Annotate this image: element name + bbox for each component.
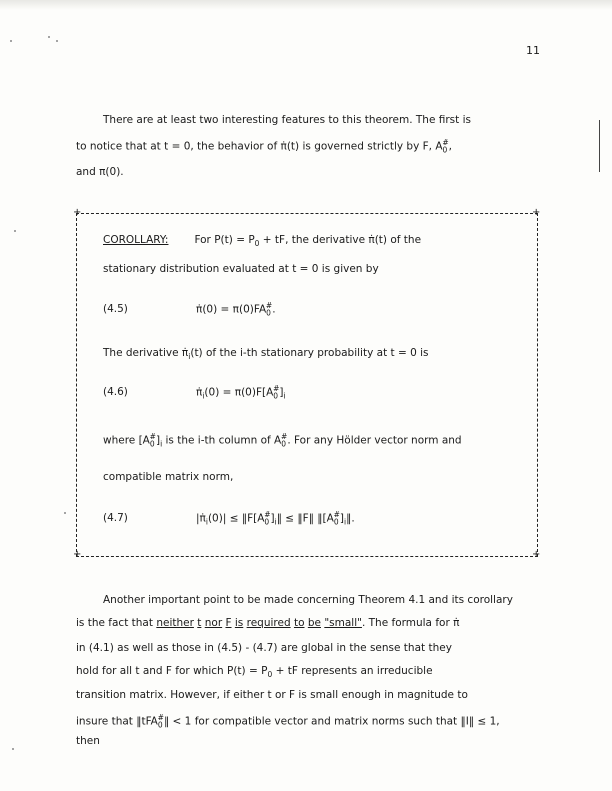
corollary-line-2: stationary distribution evaluated at t = 0 is given by xyxy=(103,263,379,275)
box-corner: + xyxy=(532,549,541,560)
corollary-line-4: where $[A_0^{\#}]_i$ is the i-th column of $A_0^{\#}$. For any Hölder vector norm and xyxy=(103,432,462,449)
corollary-line-5: compatible matrix norm, xyxy=(103,471,234,483)
box-corner: + xyxy=(73,207,82,218)
equation-4-5: π̇(0) = $\pi(0)FA_0^{\#}$. xyxy=(196,301,276,318)
para2-line-6: insure that ‖tFA$_0$#‖ < 1 for compatible vector and matrix norms such that ‖I‖ ≤ 1, xyxy=(76,713,500,730)
intro-line-2: to notice that at t = 0, the behavior of π̇(t) is governed strictly by F, $A_0^{\#}$, xyxy=(76,138,452,155)
scan-speck xyxy=(64,512,66,514)
box-corner: + xyxy=(73,549,82,560)
corollary-line-3: The derivative $\pi̇_i(t)$ of the i-th stationary probability at t = 0 is xyxy=(103,347,429,362)
scan-speck xyxy=(48,36,50,38)
para2-line-4: hold for all t and F for which $P(t) = P_0$ + tF represents an irreducible xyxy=(76,665,433,680)
margin-bar xyxy=(599,120,600,172)
equation-4-7: $|\pi̇_i(0)|$ ≤ $‖F[A_0^{\#}]_i‖$ ≤ ‖F‖ $‖[A_0^{\#}]_i‖$. xyxy=(196,510,355,527)
para2-line-2: is the fact that neither t nor F is required to be "small". The formula for π̇ xyxy=(76,617,460,629)
equation-4-6: $\pi̇_i(0) = \pi(0)F[A_0^{\#}]_i$ xyxy=(196,384,286,401)
scan-speck xyxy=(14,230,16,232)
para2-line-1: Another important point to be made concerning Theorem 4.1 and its corollary xyxy=(103,594,513,606)
para2-line-3: in (4.1) as well as those in (4.5) - (4.7) are global in the sense that they xyxy=(76,642,452,654)
para2-line-5: transition matrix. However, if either t or F is small enough in magnitude to xyxy=(76,689,468,701)
corollary-label: COROLLARY: xyxy=(103,234,169,246)
equation-number: (4.5) xyxy=(103,303,128,315)
equation-number: (4.6) xyxy=(103,386,128,398)
intro-line-1: There are at least two interesting features to this theorem. The first is xyxy=(103,114,471,126)
scan-speck xyxy=(12,748,14,750)
para2-line-7: then xyxy=(76,735,100,747)
box-corner: + xyxy=(532,207,541,218)
scan-speck xyxy=(56,40,58,42)
equation-number: (4.7) xyxy=(103,512,128,524)
page-number: 11 xyxy=(526,44,540,57)
corollary-line-1: COROLLARY: For $P(t) = P_0$ + tF, the derivative π̇(t) of the xyxy=(103,234,422,249)
scan-shadow xyxy=(0,0,612,10)
scan-speck xyxy=(10,40,12,42)
intro-line-3: and π(0). xyxy=(76,166,124,178)
